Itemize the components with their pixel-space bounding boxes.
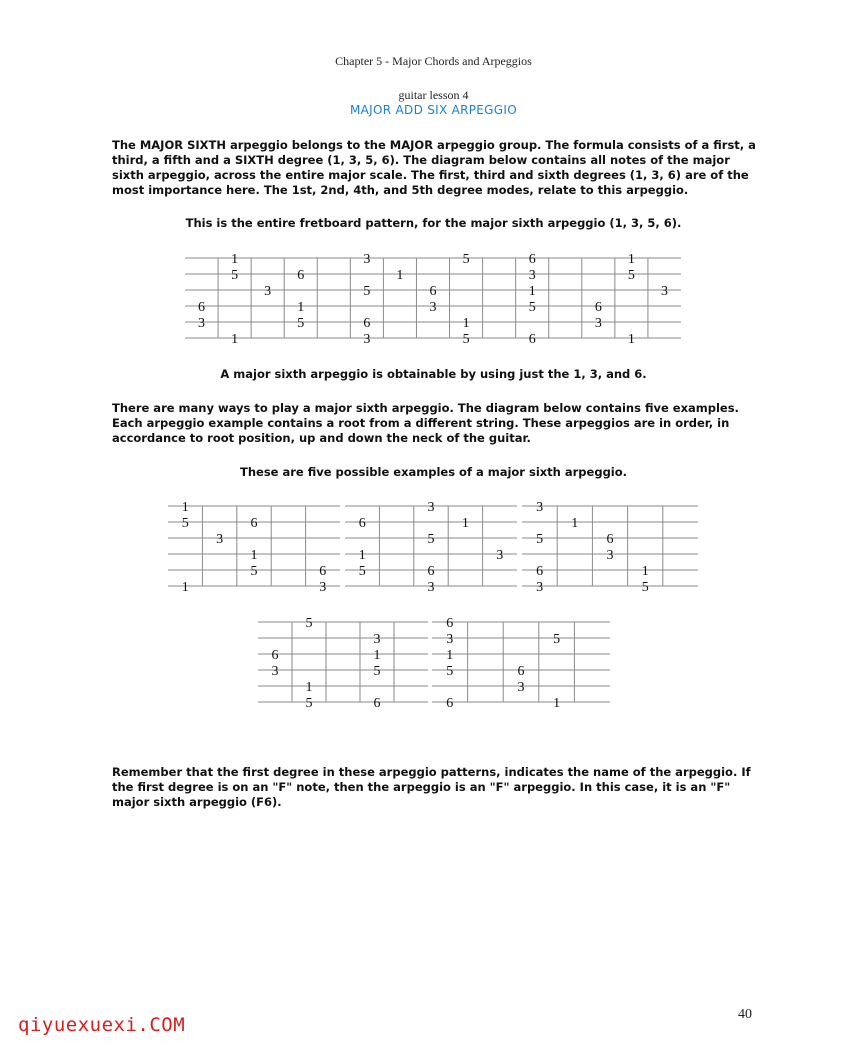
note-degree: 3: [536, 500, 544, 515]
note-degree: 3: [427, 500, 435, 515]
note-degree: 3: [319, 580, 327, 595]
note-degree: 3: [536, 580, 544, 595]
note-degree: 5: [305, 616, 313, 631]
note-degree: 5: [462, 332, 470, 347]
page-number: 40: [738, 1007, 752, 1022]
note-degree: 1: [627, 252, 635, 267]
note-degree: 5: [358, 564, 366, 579]
note-degree: 6: [427, 564, 435, 579]
note-degree: 5: [250, 564, 258, 579]
note-degree: 1: [462, 316, 470, 331]
note-degree: 3: [363, 332, 371, 347]
note-degree: 3: [429, 300, 437, 315]
note-degree: 3: [528, 268, 536, 283]
full-pattern-caption: This is the entire fretboard pattern, for the major sixth arpeggio (1, 3, 5, 6).: [185, 216, 682, 230]
note-degree: 5: [297, 316, 305, 331]
note-degree: 1: [373, 648, 381, 663]
chapter-header: Chapter 5 - Major Chords and Arpeggios: [335, 54, 532, 68]
note-degree: 5: [553, 632, 561, 647]
closing-paragraph: Remember that the first degree in these arpeggio patterns, indicates the name of the arpeggio. If the first degree is on an "F" note, then the arpeggio is an "F" arpeggio. In this case, it is an "F" major sixth arpeggio (F6).: [112, 765, 751, 809]
arpeggio-example-5: [432, 614, 610, 710]
note-degree: 5: [305, 696, 313, 711]
note-degree: 1: [231, 332, 239, 347]
note-degree: 1: [305, 680, 313, 695]
note-degree: 5: [462, 252, 470, 267]
note-degree: 3: [660, 284, 668, 299]
watermark-logo: qiyuexuexi.COM: [18, 1014, 186, 1036]
note-degree: 5: [627, 268, 635, 283]
examples-caption: These are five possible examples of a major sixth arpeggio.: [239, 465, 628, 479]
note-degree: 1: [641, 564, 649, 579]
arpeggio-example-4: [258, 614, 428, 710]
note-degree: 6: [528, 332, 536, 347]
note-degree: 1: [250, 548, 258, 563]
note-degree: 3: [594, 316, 602, 331]
note-degree: 1: [446, 648, 454, 663]
note-degree: 6: [363, 316, 371, 331]
note-degree: 3: [264, 284, 272, 299]
note-degree: 6: [297, 268, 305, 283]
note-degree: 1: [181, 500, 189, 515]
note-degree: 1: [627, 332, 635, 347]
note-degree: 5: [528, 300, 536, 315]
note-degree: 6: [594, 300, 602, 315]
note-degree: 6: [429, 284, 437, 299]
note-degree: 3: [496, 548, 504, 563]
note-degree: 1: [358, 548, 366, 563]
note-degree: 3: [373, 632, 381, 647]
note-degree: 5: [536, 532, 544, 547]
note-degree: 3: [271, 664, 279, 679]
note-degree: 1: [571, 516, 579, 531]
note-degree: 1: [461, 516, 469, 531]
note-degree: 1: [297, 300, 305, 315]
arpeggio-example-1: [168, 498, 340, 594]
note-degree: 5: [446, 664, 454, 679]
note-degree: 6: [446, 616, 454, 631]
obtainable-caption: A major sixth arpeggio is obtainable by using just the 1, 3, and 6.: [220, 367, 647, 381]
note-degree: 5: [427, 532, 435, 547]
note-degree: 5: [181, 516, 189, 531]
note-degree: 3: [446, 632, 454, 647]
note-degree: 1: [396, 268, 404, 283]
note-degree: 6: [517, 664, 525, 679]
note-degree: 3: [606, 548, 614, 563]
note-degree: 3: [363, 252, 371, 267]
note-degree: 3: [427, 580, 435, 595]
note-degree: 5: [231, 268, 239, 283]
lesson-label: guitar lesson 4: [398, 88, 469, 102]
note-degree: 6: [271, 648, 279, 663]
lesson-title: MAJOR ADD SIX ARPEGGIO: [350, 103, 517, 117]
arpeggio-example-2: [345, 498, 517, 594]
note-degree: 6: [446, 696, 454, 711]
note-degree: 6: [528, 252, 536, 267]
note-degree: 5: [373, 664, 381, 679]
note-degree: 6: [358, 516, 366, 531]
arpeggio-example-3: [522, 498, 698, 594]
note-degree: 6: [536, 564, 544, 579]
note-degree: 6: [373, 696, 381, 711]
note-degree: 6: [250, 516, 258, 531]
note-degree: 1: [231, 252, 239, 267]
note-degree: 6: [198, 300, 206, 315]
full-fretboard-diagram: [185, 250, 681, 346]
intro-paragraph: The MAJOR SIXTH arpeggio belongs to the MAJOR arpeggio group. The formula consists of a first, a third, a fifth and a SIXTH degree (1, 3, 5, 6). The diagram below contains all notes of the major sixth arpeggio, across the entire major scale. The first, third and sixth degrees (1, 3, 6) are of the most importance here. The 1st, 2nd, 4th, and 5th degree modes, relate to this arpeggio.: [112, 138, 756, 197]
note-degree: 6: [606, 532, 614, 547]
note-degree: 3: [517, 680, 525, 695]
note-degree: 5: [363, 284, 371, 299]
note-degree: 1: [181, 580, 189, 595]
examples-paragraph: There are many ways to play a major sixth arpeggio. The diagram below contains five examples. Each arpeggio example contains a root from a different string. These arpeggios are in order, in accordance to root position, up and down the neck of the guitar.: [112, 401, 739, 445]
note-degree: 5: [641, 580, 649, 595]
note-degree: 3: [216, 532, 224, 547]
note-degree: 3: [198, 316, 206, 331]
note-degree: 1: [528, 284, 536, 299]
note-degree: 1: [553, 696, 561, 711]
note-degree: 6: [319, 564, 327, 579]
